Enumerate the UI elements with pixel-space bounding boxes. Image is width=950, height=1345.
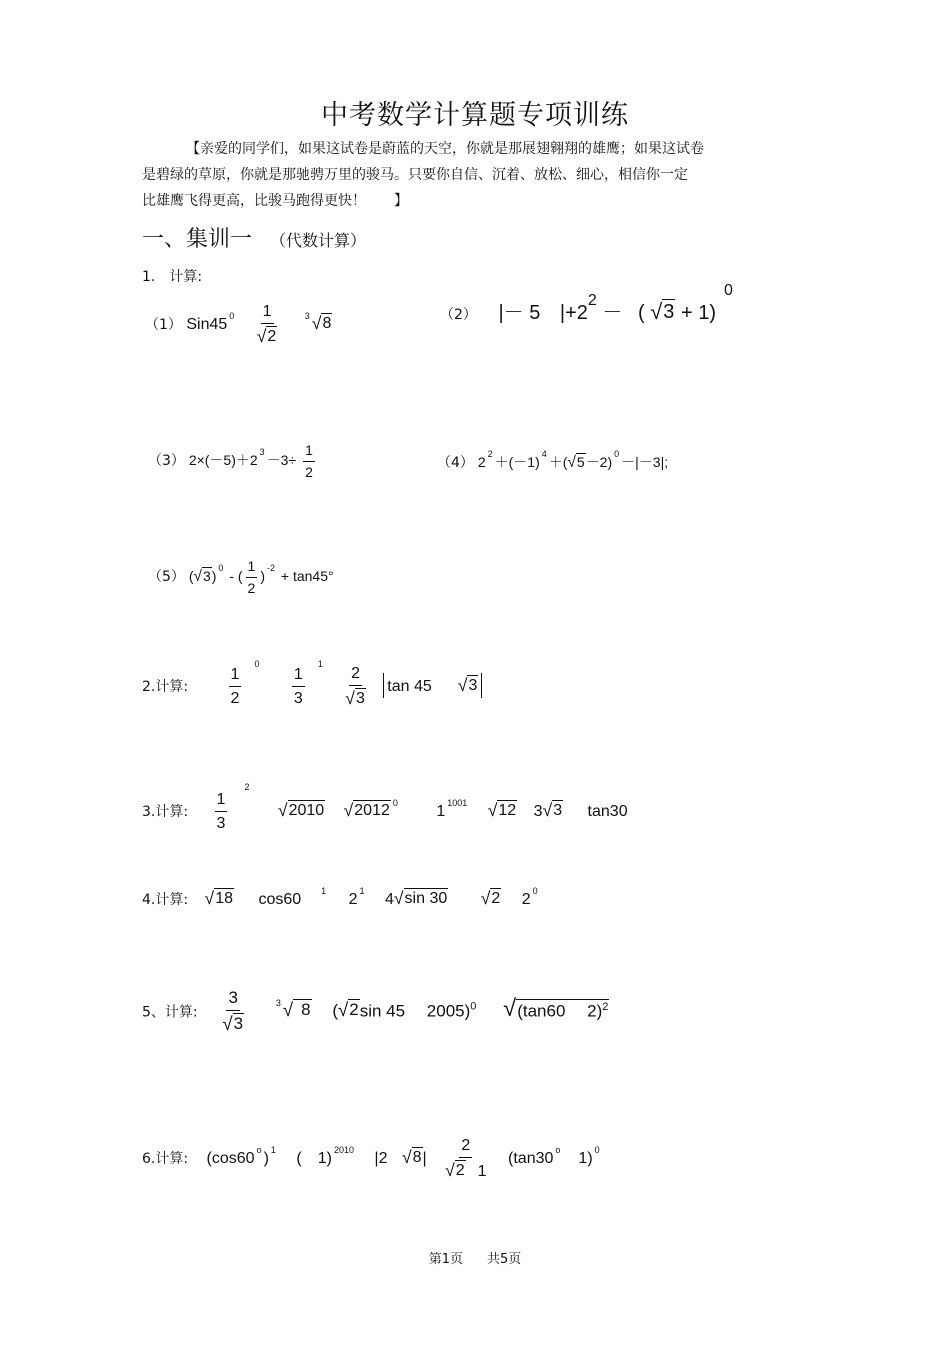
exponent: 1001 xyxy=(447,797,468,808)
term: ＋(－1) xyxy=(494,454,540,470)
intro-line-1: 【亲爱的同学们，如果这试卷是蔚蓝的天空，你就是那展翅翱翔的雄鹰；如果这试卷 xyxy=(186,141,704,157)
radicand: 8 xyxy=(322,314,332,332)
term: 2 xyxy=(521,891,531,908)
radicand: 2 xyxy=(455,1162,465,1180)
part-number: （2） xyxy=(440,307,477,323)
question-4-label: 4.计算: xyxy=(142,892,189,908)
radicand: sin 30 xyxy=(404,890,448,907)
paren: ( xyxy=(332,1001,338,1021)
sqrt: √ 2012 xyxy=(343,799,390,820)
numerator: 2 xyxy=(459,1136,472,1158)
exponent: 0 xyxy=(254,658,260,669)
sqrt: √ 2 xyxy=(256,326,277,347)
fraction xyxy=(345,664,366,709)
radicand: 2 xyxy=(349,1000,359,1020)
radicand: 8 xyxy=(412,1148,422,1166)
question-3 xyxy=(142,781,628,833)
exponent: 1 xyxy=(321,885,327,896)
tan-term: tan 45 xyxy=(387,677,432,695)
sqrt: √ 5 xyxy=(567,454,585,471)
sqrt: √ 2 xyxy=(337,999,359,1021)
exponent: 0 xyxy=(614,449,620,460)
question-6-label: 6.计算: xyxy=(142,1150,189,1167)
root-index: 3 xyxy=(304,310,310,321)
radicand: 3 xyxy=(355,690,365,708)
fraction xyxy=(215,790,228,833)
part-number: （1） xyxy=(145,316,182,333)
part-number: （3） xyxy=(148,453,185,469)
question-4 xyxy=(142,885,540,909)
denominator: 2 xyxy=(305,463,313,480)
intro-line-3: 比雄鹰飞得更高，比骏马跑得更快！ 】 xyxy=(142,193,408,209)
term: |2 xyxy=(374,1149,388,1167)
sqrt: √ (tan60 2)$^2$ xyxy=(503,995,609,1023)
tan-term: tan30 xyxy=(587,802,628,820)
term: －|－3|; xyxy=(621,454,669,470)
denominator: 2 xyxy=(230,690,240,708)
q1-part-3 xyxy=(148,442,318,481)
degree: o xyxy=(555,1144,561,1155)
radicand: 18 xyxy=(215,890,233,907)
fraction xyxy=(303,442,315,481)
numerator: 1 xyxy=(215,790,228,812)
numerator: 1 xyxy=(229,665,242,687)
coefficient: 4 xyxy=(384,891,394,908)
radicand xyxy=(516,999,609,1021)
radicand: 3 xyxy=(553,801,563,819)
exponent: 0 xyxy=(229,310,235,321)
term: 2 xyxy=(348,891,358,908)
cos-term: cos60 xyxy=(258,891,302,908)
denominator: 2 xyxy=(247,579,256,596)
exponent: 2 xyxy=(244,781,250,792)
radicand: 12 xyxy=(498,801,517,819)
radicand: 2010 xyxy=(288,801,325,819)
sqrt: √ 3 xyxy=(193,568,211,585)
question-3-label: 3.计算: xyxy=(142,803,189,820)
term: －2) xyxy=(585,454,613,470)
question-2 xyxy=(142,658,482,709)
expression: 2×(－5)＋2 xyxy=(188,452,258,468)
fraction xyxy=(222,988,244,1036)
exponent: 1 xyxy=(270,1144,276,1155)
radicand: 2012 xyxy=(354,801,390,819)
term: (tan30 xyxy=(508,1149,554,1167)
absolute-value xyxy=(383,673,482,698)
sin-term: Sin45 xyxy=(186,315,228,333)
radicand: 2 xyxy=(491,890,501,907)
term: (tan60 2) xyxy=(517,1001,603,1021)
fraction xyxy=(257,302,278,347)
exponent: -2 xyxy=(267,563,276,574)
section-title: 一、集训一 xyxy=(142,227,253,252)
part-number: （4） xyxy=(437,455,474,471)
radicand: 3 xyxy=(233,1014,244,1034)
sqrt: √ 3 xyxy=(345,688,365,709)
question-1-label: 1. 计算: xyxy=(142,269,203,285)
exponent: 0 xyxy=(392,797,398,808)
radicand: 8 xyxy=(293,999,311,1020)
numerator: 2 xyxy=(349,664,362,686)
page-number: 第1页 xyxy=(428,1252,463,1267)
sqrt: √ sin 30 xyxy=(393,888,448,908)
radicand: 2 xyxy=(267,328,277,346)
page-footer xyxy=(0,1248,950,1267)
section-subtitle: （代数计算） xyxy=(270,231,367,250)
exponent: 2 xyxy=(587,292,597,310)
term: + tan45° xyxy=(280,568,334,584)
part-number: （5） xyxy=(148,569,185,585)
sqrt: √ 18 xyxy=(204,888,233,908)
cube-root: $^3$ √ 8 xyxy=(304,310,332,333)
question-5-label: 5、计算: xyxy=(142,1004,198,1021)
numerator: 1 xyxy=(246,558,258,578)
cube-root: $^3$ √ 8 xyxy=(275,997,311,1021)
exponent: 1 xyxy=(359,885,365,896)
exponent: 2010 xyxy=(333,1144,354,1155)
term: ＋( xyxy=(548,454,568,470)
term: ( 1) xyxy=(296,1149,332,1167)
exponent: 1 xyxy=(317,658,323,669)
q1-part-2 xyxy=(440,282,733,325)
q1-part-4 xyxy=(437,449,669,472)
fraction xyxy=(292,665,305,708)
exponent: 2 xyxy=(602,1000,609,1013)
exponent: 0 xyxy=(723,282,733,300)
paren: ) xyxy=(211,568,217,584)
term: 1 xyxy=(436,802,446,820)
sqrt: √ 8 xyxy=(401,1146,422,1167)
term: 2 xyxy=(477,454,486,470)
sqrt: √ 3 xyxy=(542,799,563,820)
sqrt: √ 2 xyxy=(445,1160,465,1181)
question-2-label: 2.计算: xyxy=(142,678,189,695)
exponent: 2 xyxy=(487,449,493,460)
fraction xyxy=(246,558,258,597)
numerator: 3 xyxy=(226,988,239,1011)
radicand: 3 xyxy=(202,568,211,585)
abs-term: |－ 5 xyxy=(498,302,541,324)
numerator: 1 xyxy=(292,665,305,687)
term: 1 xyxy=(477,1163,487,1181)
numerator: 1 xyxy=(261,302,274,324)
q1-part-5 xyxy=(148,558,334,597)
sqrt: √ 3 xyxy=(650,299,675,324)
sqrt: √ 3 xyxy=(222,1013,244,1035)
numerator: 1 xyxy=(303,442,315,462)
denominator: 3 xyxy=(293,690,303,708)
q1-part-1 xyxy=(145,302,332,347)
exponent: 0 xyxy=(532,885,538,896)
page-total: 共5页 xyxy=(487,1252,522,1267)
term: (cos60 xyxy=(206,1149,255,1167)
term: sin 45 2005) xyxy=(359,1001,471,1021)
term: - ( xyxy=(229,568,243,584)
fraction xyxy=(445,1136,486,1181)
page-title: 中考数学计算题专项训练 xyxy=(321,100,629,131)
intro-line-2: 是碧绿的草原，你就是那驰骋万里的骏马。只要你自信、沉着、放松、细心，相信你一定 xyxy=(142,167,688,183)
denominator: 3 xyxy=(216,815,226,833)
plus-term: |+2 xyxy=(559,302,588,324)
sqrt: √ 12 xyxy=(487,799,517,820)
coefficient: 3 xyxy=(533,802,543,820)
term: 1) xyxy=(562,1149,593,1167)
expression: －3÷ xyxy=(266,452,297,468)
sqrt: √ 2 xyxy=(480,888,501,908)
fraction xyxy=(229,665,242,708)
paren: ( xyxy=(188,568,194,584)
radicand: 3 xyxy=(468,676,478,694)
abs-bar: | xyxy=(422,1149,427,1167)
paren: ) xyxy=(260,568,265,584)
intro-paragraph xyxy=(142,136,742,214)
paren: ) xyxy=(263,1149,269,1167)
root-index: 3 xyxy=(275,997,281,1008)
radicand: 3 xyxy=(663,301,675,323)
degree: o xyxy=(256,1144,262,1155)
exponent: 0 xyxy=(218,563,224,574)
section-heading xyxy=(142,222,366,253)
question-5 xyxy=(142,988,609,1036)
paren: ( xyxy=(637,302,645,324)
sqrt: √ 2010 xyxy=(277,799,325,820)
question-6 xyxy=(142,1136,602,1181)
exponent: 0 xyxy=(594,1144,600,1155)
exponent: 4 xyxy=(541,449,547,460)
exponent: 0 xyxy=(470,1000,477,1013)
tail-term: + 1) xyxy=(680,302,716,324)
minus-sign: － xyxy=(602,302,623,324)
exponent: 3 xyxy=(259,447,265,458)
sqrt: √ 3 xyxy=(457,674,478,695)
radicand: 5 xyxy=(576,454,585,471)
